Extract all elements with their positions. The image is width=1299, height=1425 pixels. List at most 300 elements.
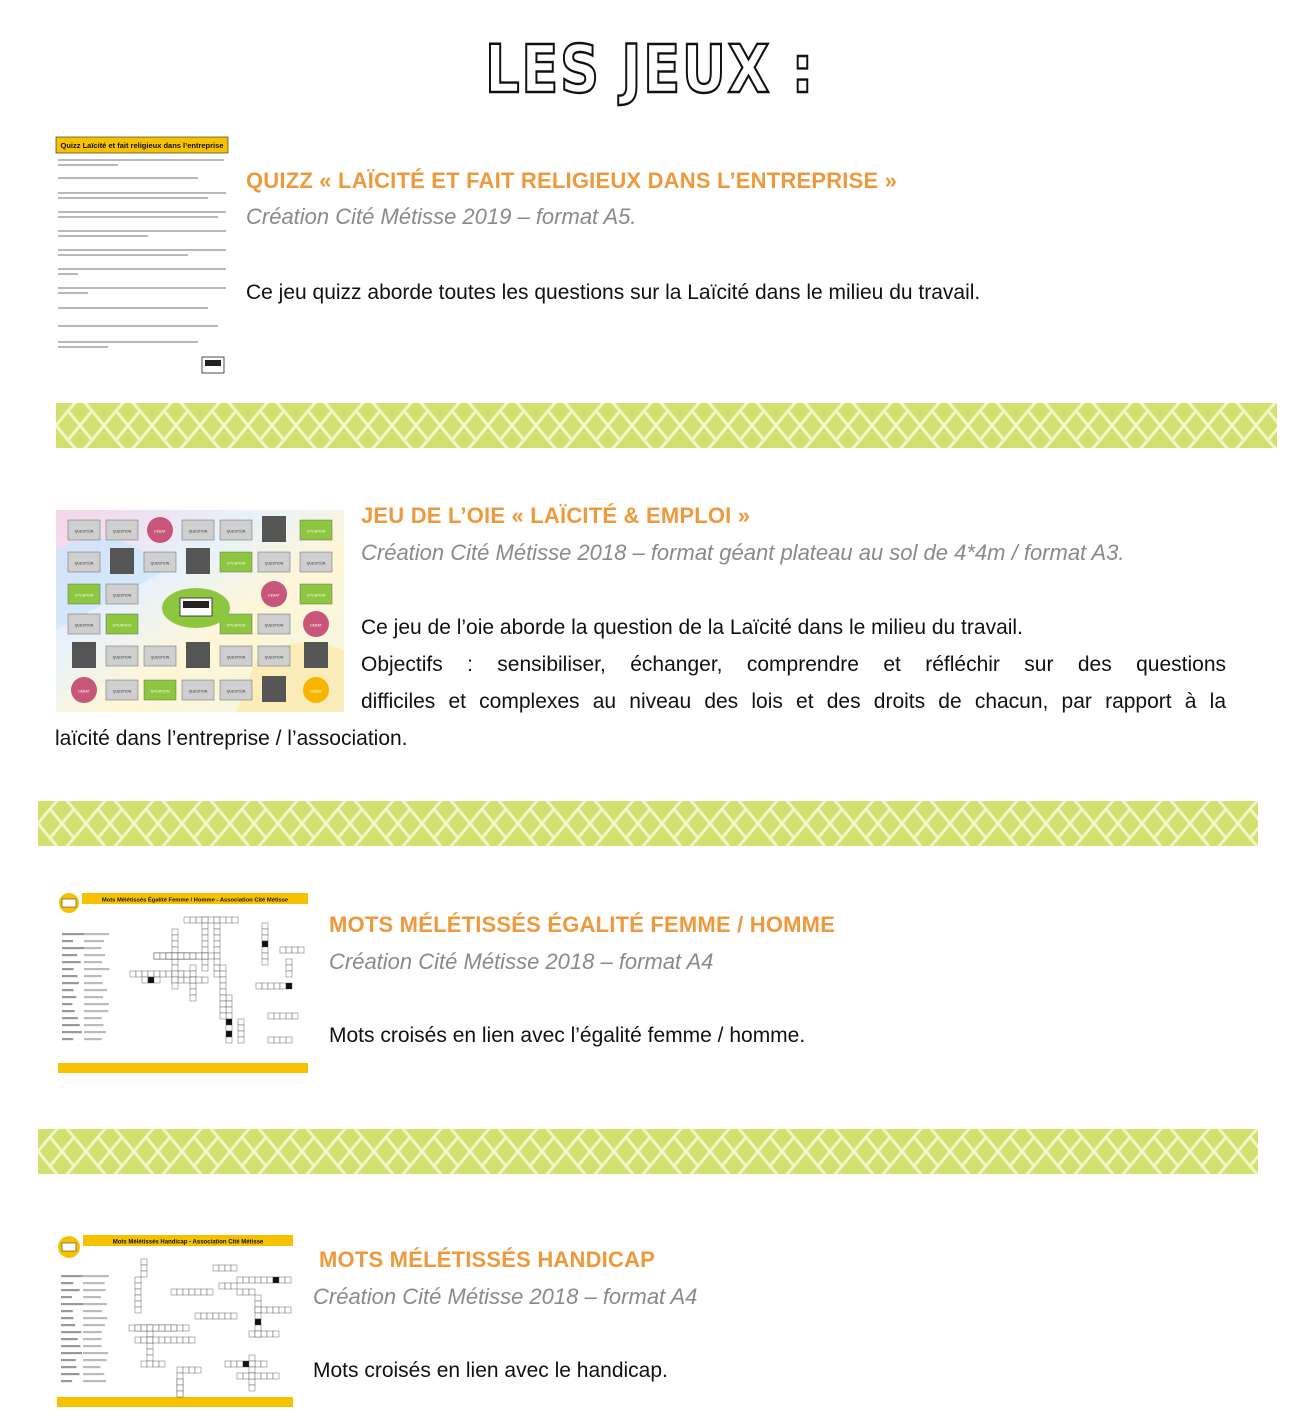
grid-cell: [267, 1277, 273, 1283]
clue-line: [61, 1317, 73, 1319]
grid-cell: [214, 965, 220, 971]
grid-cell: [262, 929, 268, 935]
grid-cell: [208, 917, 214, 923]
board-cell-label: SITUATION: [226, 561, 246, 566]
grid-cell: [183, 1325, 189, 1331]
grid-cell: [135, 1283, 141, 1289]
grid-cell: [220, 1001, 226, 1007]
grid-cell: [226, 1037, 232, 1043]
clue-line: [61, 1310, 73, 1312]
grid-cell: [213, 1313, 219, 1319]
grid-cell: [231, 1313, 237, 1319]
grid-cell: [261, 1307, 267, 1313]
board-cell: [72, 642, 96, 668]
clue-line: [83, 1345, 102, 1347]
grid-cell: [256, 983, 262, 989]
grid-cell: [147, 1331, 153, 1337]
grid-cell: [225, 1265, 231, 1271]
grid-cell: [153, 1337, 159, 1343]
grid-cell: [172, 953, 178, 959]
jeu-oie-subtitle: Création Cité Métisse 2018 – format géant plateau au sol de 4*4m / format A3.: [361, 540, 1125, 565]
grid-cell: [280, 983, 286, 989]
grid-cell: [135, 1307, 141, 1313]
board-cell: [186, 642, 210, 668]
grid-cell: [160, 953, 166, 959]
grid-cell: [220, 989, 226, 995]
jeu-oie-title: JEU DE L’OIE « LAÏCITÉ & EMPLOI »: [361, 503, 751, 528]
grid-cell: [298, 947, 304, 953]
quizz-subtitle: Création Cité Métisse 2019 – format A5.: [246, 204, 637, 229]
grid-cell: [130, 971, 136, 977]
grid-cell: [225, 1361, 231, 1367]
board-cell-label: QUESTION: [188, 689, 208, 694]
board-cell-label: DÉBAT: [78, 689, 90, 694]
grid-cell: [184, 971, 190, 977]
clue-line: [62, 940, 73, 942]
grid-cell: [154, 977, 160, 983]
clue-line: [83, 1303, 107, 1305]
grid-cell: [255, 1373, 261, 1379]
grid-cell: [273, 1373, 279, 1379]
board-cell: [186, 548, 210, 574]
clue-line: [61, 1289, 80, 1291]
grid-cell: [177, 1367, 183, 1373]
decorative-band-1: [56, 403, 1277, 448]
grid-cell: [202, 959, 208, 965]
clue-line: [84, 968, 109, 970]
clue-line: [83, 1373, 104, 1375]
grid-cell: [286, 965, 292, 971]
board-cell-label: DÉBAT: [154, 529, 166, 534]
jeu-oie-description-2: Objectifs : sensibiliser, échanger, comprendre et réfléchir sur des questions: [361, 653, 1226, 676]
grid-cell: [214, 953, 220, 959]
grid-cell: [268, 1037, 274, 1043]
grid-cell: [267, 1373, 273, 1379]
page-title: [0, 28, 1299, 108]
grid-cell: [286, 947, 292, 953]
board-cell-label: QUESTION: [150, 561, 170, 566]
clue-line: [84, 982, 103, 984]
grid-cell: [189, 1367, 195, 1373]
clue-line: [84, 947, 101, 949]
quizz-thumb-lines: [58, 159, 226, 348]
grid-cell: [249, 1379, 255, 1385]
grid-cell: [135, 1277, 141, 1283]
board-cell-label: QUESTION: [74, 529, 94, 534]
grid-cell: [214, 929, 220, 935]
quizz-thumb-title: Quizz Laïcité et fait religieux dans l’entreprise: [60, 141, 224, 150]
grid-cell: [292, 1013, 298, 1019]
grid-cell: [178, 953, 184, 959]
grid-cell: [183, 1289, 189, 1295]
clue-line: [83, 1359, 107, 1361]
board-cell-label: DÉBAT: [310, 689, 322, 694]
grid-cell: [172, 983, 178, 989]
board-cell-label: SITUATION: [112, 623, 132, 628]
grid-cell: [280, 1037, 286, 1043]
grid-cell: [165, 1325, 171, 1331]
grid-cell: [268, 1013, 274, 1019]
grid-cell: [147, 1355, 153, 1361]
grid-cell: [165, 1337, 171, 1343]
grid-cell: [255, 1301, 261, 1307]
board-cell-label: QUESTION: [74, 623, 94, 628]
clue-line: [84, 961, 102, 963]
grid-cell: [177, 1289, 183, 1295]
grid-cell: [261, 1331, 267, 1337]
grid-cell: [154, 971, 160, 977]
clue-line: [62, 982, 79, 984]
grid-cell: [249, 1355, 255, 1361]
grid-cell: [142, 971, 148, 977]
handicap-description: Mots croisés en lien avec le handicap.: [313, 1359, 668, 1382]
grid-cell: [207, 1289, 213, 1295]
grid-cell: [190, 965, 196, 971]
grid-cell: [135, 1295, 141, 1301]
grid-cell: [255, 1325, 261, 1331]
handicap-subtitle: Création Cité Métisse 2018 – format A4: [313, 1284, 698, 1309]
egalite-thumb-title: Mots Mélétissés Égalité Femme / Homme - Association Cité Métisse: [101, 897, 289, 904]
grid-cell: [249, 1367, 255, 1373]
grid-cell: [142, 977, 148, 983]
grid-cell: [286, 959, 292, 965]
grid-cell: [231, 1283, 237, 1289]
grid-cell: [190, 971, 196, 977]
grid-cell: [202, 929, 208, 935]
grid-cell: [129, 1325, 135, 1331]
grid-cell: [202, 917, 208, 923]
grid-cell: [190, 917, 196, 923]
jeu-oie-description-3: difficiles et complexes au niveau des lois et des droits de chacun, par rapport à la: [361, 690, 1226, 713]
grid-cell: [273, 1331, 279, 1337]
grid-cell: [292, 947, 298, 953]
grid-cell: [286, 1037, 292, 1043]
clue-line: [62, 954, 77, 956]
grid-cell: [141, 1265, 147, 1271]
grid-cell: [225, 1313, 231, 1319]
grid-cell: [255, 1319, 261, 1325]
grid-cell: [262, 941, 268, 947]
board-cell: [262, 516, 286, 542]
grid-cell: [255, 1331, 261, 1337]
board-cell-label: QUESTION: [306, 561, 326, 566]
clue-line: [61, 1352, 82, 1354]
grid-cell: [220, 1013, 226, 1019]
grid-cell: [135, 1289, 141, 1295]
grid-cell: [196, 977, 202, 983]
grid-cell: [171, 1325, 177, 1331]
clue-line: [83, 1324, 105, 1326]
grid-cell: [220, 971, 226, 977]
clue-line: [61, 1303, 84, 1305]
grid-cell: [172, 971, 178, 977]
board-cell-label: SITUATION: [306, 593, 326, 598]
grid-cell: [166, 953, 172, 959]
grid-cell: [237, 1277, 243, 1283]
grid-cell: [166, 971, 172, 977]
grid-cell: [249, 1361, 255, 1367]
grid-cell: [141, 1259, 147, 1265]
board-cell-label: QUESTION: [150, 655, 170, 660]
grid-cell: [273, 1277, 279, 1283]
egalite-description: Mots croisés en lien avec l’égalité femme / homme.: [329, 1024, 806, 1047]
grid-cell: [195, 1313, 201, 1319]
clue-line: [83, 1275, 109, 1277]
grid-cell: [267, 1331, 273, 1337]
grid-cell: [154, 953, 160, 959]
clue-line: [84, 954, 105, 956]
grid-cell: [214, 935, 220, 941]
board-cell-label: QUESTION: [264, 623, 284, 628]
clue-line: [62, 1017, 78, 1019]
board-cell-label: SITUATION: [306, 529, 326, 534]
grid-cell: [147, 1325, 153, 1331]
grid-cell: [177, 1325, 183, 1331]
clue-line: [62, 947, 85, 949]
grid-cell: [238, 1019, 244, 1025]
grid-cell: [214, 971, 220, 977]
grid-cell: [226, 1001, 232, 1007]
grid-cell: [202, 977, 208, 983]
grid-cell: [148, 971, 154, 977]
clue-line: [61, 1296, 72, 1298]
quizz-title: QUIZZ « LAÏCITÉ ET FAIT RELIGIEUX DANS L’ENTREPRISE »: [246, 168, 898, 193]
grid-cell: [262, 983, 268, 989]
grid-cell: [190, 983, 196, 989]
grid-cell: [172, 965, 178, 971]
jeu-oie-description-1: Ce jeu de l’oie aborde la question de la Laïcité dans le milieu du travail.: [361, 616, 1023, 639]
grid-cell: [226, 917, 232, 923]
clue-line: [61, 1338, 78, 1340]
clue-line: [62, 996, 76, 998]
grid-cell: [178, 977, 184, 983]
clue-line: [84, 1024, 104, 1026]
clue-line: [62, 975, 78, 977]
grid-cell: [177, 1373, 183, 1379]
grid-cell: [280, 947, 286, 953]
egalite-thumbnail: [58, 893, 308, 1073]
grid-cell: [153, 1325, 159, 1331]
grid-cell: [184, 953, 190, 959]
clue-line: [61, 1366, 76, 1368]
grid-cell: [274, 983, 280, 989]
grid-cell: [190, 953, 196, 959]
grid-cell: [226, 1019, 232, 1025]
board-cell-label: QUESTION: [74, 561, 94, 566]
grid-cell: [220, 917, 226, 923]
clue-line: [62, 1010, 75, 1012]
board-cell-label: QUESTION: [226, 529, 246, 534]
clue-line: [61, 1275, 83, 1277]
grid-cell: [249, 1373, 255, 1379]
grid-cell: [214, 947, 220, 953]
grid-cell: [183, 1337, 189, 1343]
grid-cell: [219, 1283, 225, 1289]
board-cell: [304, 642, 328, 668]
grid-cell: [153, 1361, 159, 1367]
board-cell-label: QUESTION: [226, 655, 246, 660]
clue-line: [62, 989, 73, 991]
clue-line: [61, 1359, 76, 1361]
grid-cell: [214, 941, 220, 947]
grid-cell: [261, 1361, 267, 1367]
grid-cell: [261, 1277, 267, 1283]
grid-cell: [249, 1289, 255, 1295]
grid-cell: [147, 1361, 153, 1367]
grid-cell: [160, 971, 166, 977]
clue-line: [83, 1310, 102, 1312]
grid-cell: [237, 1373, 243, 1379]
grid-cell: [220, 965, 226, 971]
clue-line: [62, 1003, 72, 1005]
board-cell-label: QUESTION: [112, 529, 132, 534]
egalite-title: MOTS MÉLÉTISSÉS ÉGALITÉ FEMME / HOMME: [329, 912, 836, 937]
grid-cell: [255, 1295, 261, 1301]
grid-cell: [262, 923, 268, 929]
grid-cell: [220, 983, 226, 989]
clue-line: [62, 961, 81, 963]
grid-cell: [262, 947, 268, 953]
grid-cell: [232, 917, 238, 923]
grid-cell: [231, 1265, 237, 1271]
board-cell-label: SITUATION: [150, 689, 170, 694]
grid-cell: [172, 929, 178, 935]
decorative-band-3: [38, 1129, 1258, 1174]
board-cell-label: QUESTION: [264, 655, 284, 660]
clue-line: [84, 996, 103, 998]
grid-cell: [135, 1337, 141, 1343]
grid-cell: [219, 1265, 225, 1271]
clue-line: [83, 1366, 100, 1368]
quizz-description: Ce jeu quizz aborde toutes les questions sur la Laïcité dans le milieu du travail.: [246, 281, 981, 304]
grid-cell: [226, 995, 232, 1001]
grid-cell: [202, 923, 208, 929]
grid-cell: [220, 1007, 226, 1013]
grid-cell: [184, 977, 190, 983]
grid-cell: [172, 941, 178, 947]
grid-cell: [262, 953, 268, 959]
grid-cell: [177, 1379, 183, 1385]
jeu-oie-thumbnail: [56, 510, 344, 712]
grid-cell: [202, 965, 208, 971]
clue-line: [62, 1031, 82, 1033]
grid-cell: [249, 1277, 255, 1283]
grid-cell: [196, 953, 202, 959]
clue-line: [83, 1282, 105, 1284]
grid-cell: [285, 1307, 291, 1313]
clue-line: [61, 1331, 81, 1333]
grid-cell: [190, 977, 196, 983]
grid-cell: [148, 977, 154, 983]
grid-cell: [249, 1385, 255, 1391]
grid-cell: [249, 1331, 255, 1337]
board-cell-label: SITUATION: [226, 623, 246, 628]
grid-cell: [255, 1307, 261, 1313]
clue-line: [84, 989, 107, 991]
grid-cell: [177, 1391, 183, 1397]
grid-cell: [189, 1337, 195, 1343]
board-cell-label: QUESTION: [264, 561, 284, 566]
grid-cell: [159, 1325, 165, 1331]
grid-cell: [219, 1313, 225, 1319]
clue-line: [62, 1038, 73, 1040]
grid-cell: [135, 1325, 141, 1331]
grid-cell: [172, 977, 178, 983]
grid-cell: [237, 1361, 243, 1367]
handicap-thumbnail: [57, 1235, 293, 1407]
grid-cell: [226, 1013, 232, 1019]
grid-cell: [220, 995, 226, 1001]
board-cell-label: QUESTION: [112, 689, 132, 694]
clue-line: [61, 1324, 75, 1326]
grid-cell: [201, 1313, 207, 1319]
grid-cell: [243, 1361, 249, 1367]
grid-cell: [255, 1277, 261, 1283]
quizz-thumbnail: [56, 137, 228, 377]
grid-cell: [178, 971, 184, 977]
clue-line: [84, 1031, 106, 1033]
clue-line: [83, 1296, 101, 1298]
board-cell-label: DÉBAT: [268, 593, 280, 598]
grid-cell: [267, 1307, 273, 1313]
grid-cell: [159, 1361, 165, 1367]
clue-line: [84, 1003, 109, 1005]
grid-cell: [214, 959, 220, 965]
clue-line: [84, 933, 109, 935]
decorative-band-2: [38, 801, 1258, 846]
board-cell-label: QUESTION: [188, 529, 208, 534]
clue-line: [61, 1345, 80, 1347]
clue-line: [62, 1024, 80, 1026]
grid-cell: [147, 1343, 153, 1349]
grid-cell: [225, 1283, 231, 1289]
grid-cell: [147, 1337, 153, 1343]
board-cell: [110, 548, 134, 574]
grid-cell: [190, 989, 196, 995]
grid-cell: [214, 923, 220, 929]
page-title-text: LES JEUX :: [484, 31, 815, 108]
grid-cell: [274, 1013, 280, 1019]
grid-cell: [202, 941, 208, 947]
handicap-title: MOTS MÉLÉTISSÉS HANDICAP: [319, 1247, 656, 1272]
clue-line: [83, 1338, 102, 1340]
grid-cell: [274, 1037, 280, 1043]
grid-cell: [226, 1025, 232, 1031]
clue-line: [83, 1331, 102, 1333]
grid-cell: [172, 959, 178, 965]
grid-cell: [141, 1361, 147, 1367]
board-logo: [162, 588, 230, 628]
clue-line: [62, 933, 84, 935]
grid-cell: [255, 1361, 261, 1367]
grid-cell: [279, 1307, 285, 1313]
board-cell-label: QUESTION: [112, 593, 132, 598]
grid-cell: [202, 953, 208, 959]
grid-cell: [262, 935, 268, 941]
grid-cell: [195, 1367, 201, 1373]
page-title-art: [480, 28, 820, 108]
grid-cell: [286, 983, 292, 989]
grid-cell: [280, 1013, 286, 1019]
grid-cell: [172, 935, 178, 941]
clue-line: [84, 940, 104, 942]
clue-line: [84, 1038, 102, 1040]
grid-cell: [243, 1289, 249, 1295]
grid-cell: [201, 1289, 207, 1295]
grid-cell: [171, 1289, 177, 1295]
board-cell-label: SITUATION: [74, 593, 94, 598]
grid-cell: [238, 1025, 244, 1031]
